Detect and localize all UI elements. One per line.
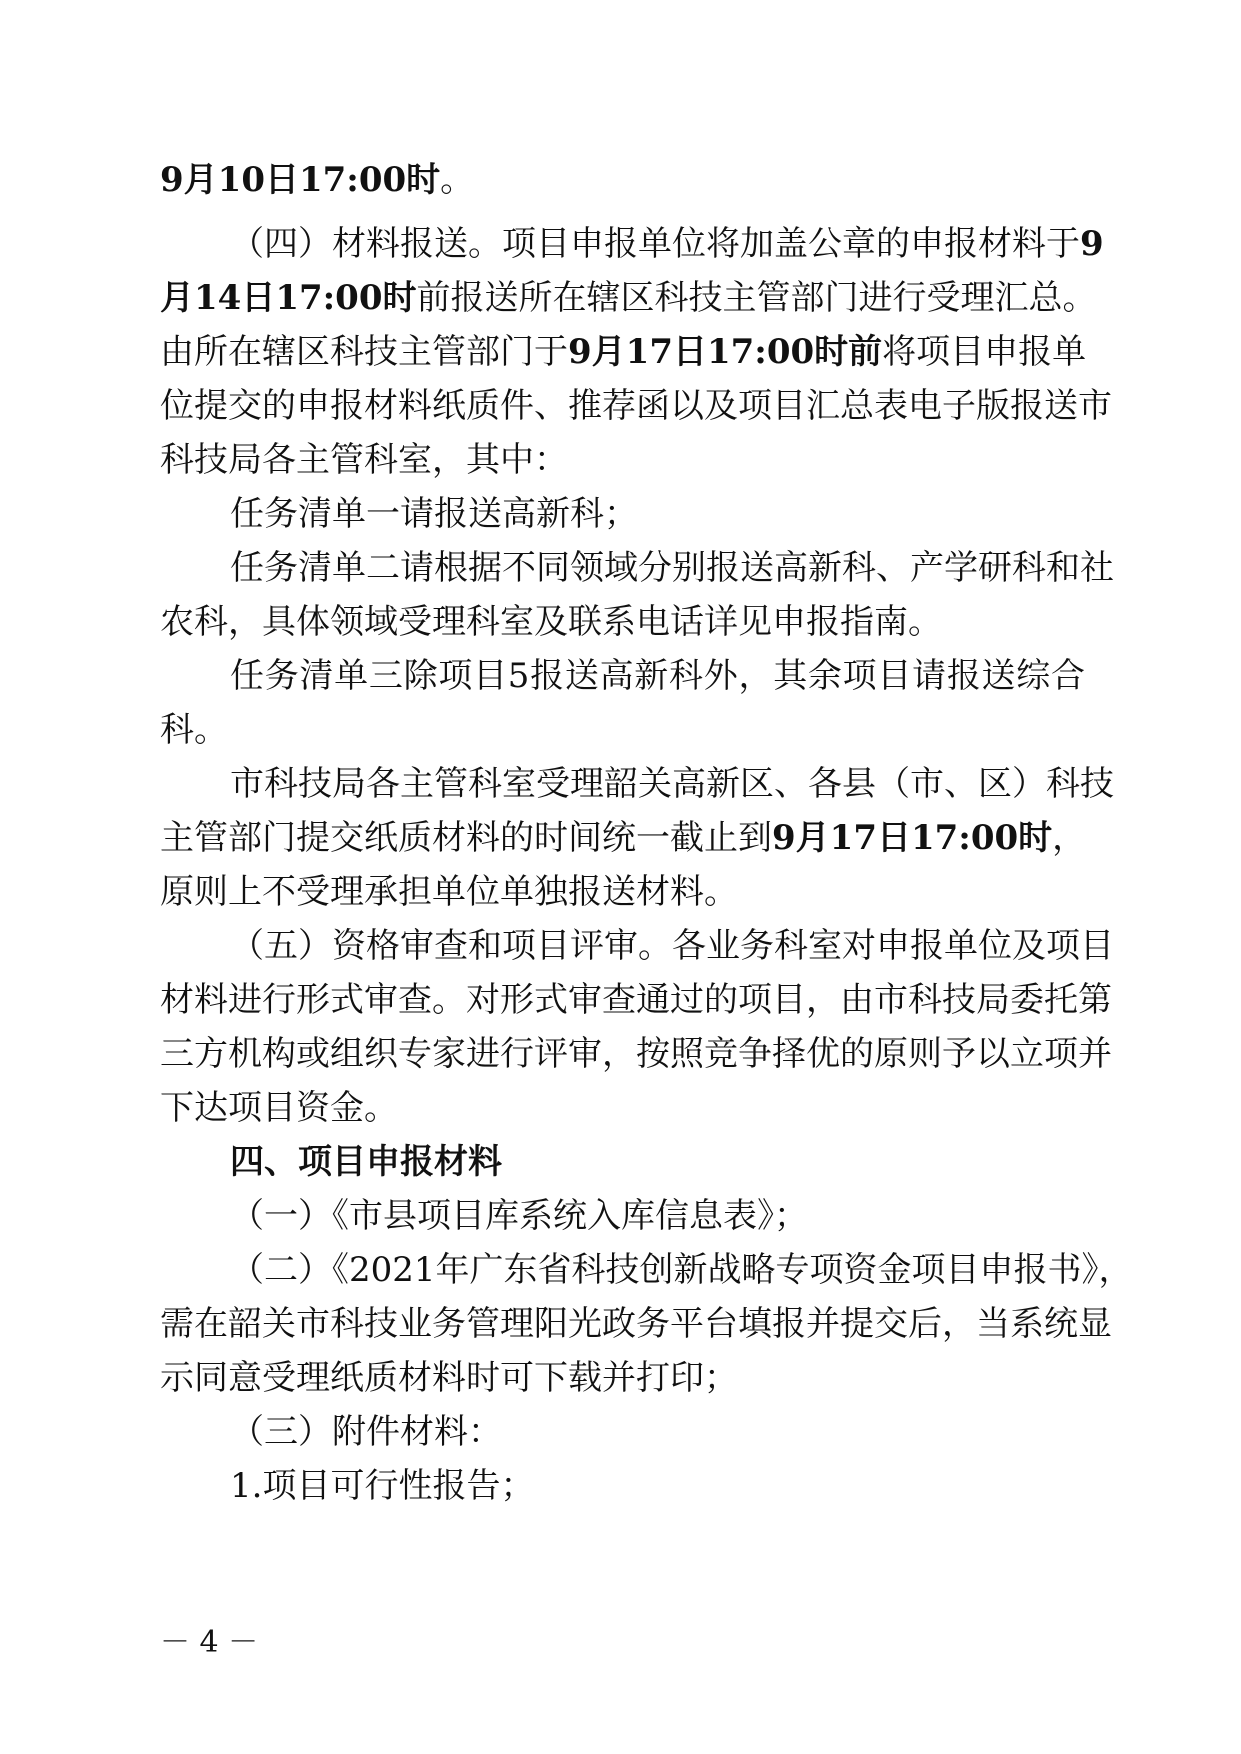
text-span: 月14日17:00时 (160, 278, 417, 318)
text-line-25 (160, 1466, 1085, 1506)
text-line-10 (160, 656, 1085, 696)
text-span: 位提交的申报材料纸质件、推荐函以及项目汇总表电子版报送市 (160, 386, 1112, 426)
page-number: － 4 － (160, 1625, 259, 1660)
text-line-18 (160, 1088, 1085, 1128)
text-line-20 (160, 1196, 1085, 1236)
text-span: 将项目申报单 (882, 332, 1087, 372)
text-span: （五）资格审查和项目评审。各业务科室对申报单位及项目 (230, 926, 1114, 966)
text-line-23 (160, 1358, 1085, 1398)
text-span: 任务清单三除项目5报送高新科外，其余项目请报送综合 (230, 656, 1085, 696)
text-span: 1.项目可行性报告； (230, 1466, 535, 1506)
text-span: 三方机构或组织专家进行评审，按照竞争择优的原则予以立项并 (160, 1034, 1112, 1074)
text-span: 。 (440, 160, 475, 200)
text-line-4 (160, 332, 1085, 372)
text-span: （三）附件材料： (230, 1412, 502, 1452)
text-span: 9月17日17:00时 (772, 818, 1053, 858)
text-span: 材料进行形式审查。对形式审查通过的项目，由市科技局委托第 (160, 980, 1112, 1020)
text-line-13 (160, 818, 1085, 858)
text-span: 原则上不受理承担单位单独报送材料。 (160, 872, 738, 912)
text-span: 下达项目资金。 (160, 1088, 398, 1128)
text-span: 主管部门提交纸质材料的时间统一截止到 (160, 818, 772, 858)
text-line-21 (160, 1250, 1133, 1290)
text-line-11 (160, 710, 1085, 750)
text-span: 需在韶关市科技业务管理阳光政务平台填报并提交后，当系统显 (160, 1304, 1112, 1344)
text-line-7 (160, 494, 1085, 534)
section-heading (160, 1142, 1085, 1182)
text-span: 9月17日17:00时前 (568, 332, 883, 372)
text-line-12 (160, 764, 1114, 804)
text-line-5 (160, 386, 1112, 426)
text-span: 9月10日17:00时 (160, 160, 441, 200)
text-span: 任务清单二请根据不同领域分别报送高新科、产学研科和社 (230, 548, 1114, 588)
text-line-8 (160, 548, 1114, 588)
text-span: 四、项目申报材料 (230, 1142, 502, 1182)
text-span: 科。 (160, 710, 228, 750)
text-line-9 (160, 602, 1085, 642)
text-line-16 (160, 980, 1112, 1020)
text-span: 市科技局各主管科室受理韶关高新区、各县（市、区）科技 (230, 764, 1114, 804)
text-line-3 (160, 278, 1097, 318)
text-line-2 (160, 224, 1104, 264)
text-line-15 (160, 926, 1114, 966)
text-span: 农科，具体领域受理科室及联系电话详见申报指南。 (160, 602, 942, 642)
text-line-24 (160, 1412, 1085, 1452)
text-span: （一）《市县项目库系统入库信息表》； (230, 1196, 808, 1236)
text-span: 科技局各主管科室，其中： (160, 440, 568, 480)
text-span: 由所在辖区科技主管部门于 (160, 332, 568, 372)
text-span: 前报送所在辖区科技主管部门进行受理汇总。 (416, 278, 1097, 318)
text-line-1 (160, 160, 1085, 200)
text-span: 任务清单一请报送高新科； (230, 494, 638, 534)
text-span: ， (1052, 818, 1087, 858)
text-line-22 (160, 1304, 1112, 1344)
text-span: 9 (1080, 224, 1104, 264)
text-span: （二）《2021年广东省科技创新战略专项资金项目申报书》， (230, 1250, 1133, 1290)
text-span: 示同意受理纸质材料时可下载并打印； (160, 1358, 738, 1398)
text-line-17 (160, 1034, 1112, 1074)
text-line-14 (160, 872, 1085, 912)
text-line-6 (160, 440, 1085, 480)
text-span: （四）材料报送。项目申报单位将加盖公章的申报材料于 (230, 224, 1080, 264)
